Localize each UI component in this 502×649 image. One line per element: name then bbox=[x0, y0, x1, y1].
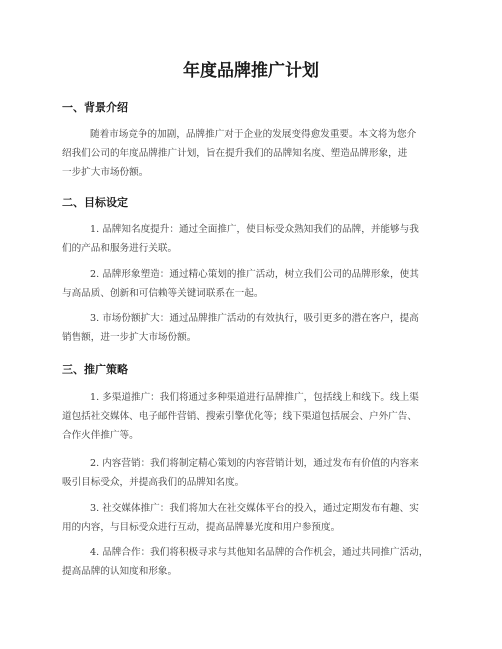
paragraph bbox=[62, 309, 419, 347]
paragraph bbox=[62, 125, 416, 182]
paragraph-line: 3. 市场份额扩大：通过品牌推广活动的有效执行，吸引更多的潜在客户，提高 bbox=[90, 313, 419, 324]
section-heading-background: 一、背景介绍 bbox=[62, 101, 128, 114]
section-heading-goals: 二、目标设定 bbox=[62, 196, 128, 209]
paragraph-line: 随着市场竞争的加剧，品牌推广对于企业的发展变得愈发重要。本文将为您介 bbox=[90, 129, 417, 140]
paragraph bbox=[62, 454, 419, 492]
paragraph-line: 1. 多渠道推广：我们将通过多种渠道进行品牌推广，包括线上和线下。线上渠 bbox=[90, 392, 419, 403]
paragraph-line: 3. 社交媒体推广：我们将加大在社交媒体平台的投入，通过定期发布有趣、实 bbox=[90, 503, 419, 514]
paragraph bbox=[62, 499, 419, 537]
paragraph-line: 2. 品牌形象塑造：通过精心策划的推广活动，树立我们公司的品牌形象，使其 bbox=[90, 269, 419, 280]
paragraph-line: 用的内容，与目标受众进行互动，提高品牌暴光度和用户参预度。 bbox=[62, 522, 341, 533]
section-heading-strategy: 三、推广策略 bbox=[62, 363, 128, 376]
paragraph-line: 绍我们公司的年度品牌推广计划，旨在提升我们的品牌知名度、塑造品牌形象，进 bbox=[62, 148, 408, 159]
paragraph-line: 与高品质、创新和可信赖等关键词联系在一起。 bbox=[62, 288, 264, 299]
document-title: 年度品牌推广计划 bbox=[183, 61, 319, 81]
paragraph-line: 2. 内容营销：我们将制定精心策划的内容营销计划，通过发布有价值的内容来 bbox=[90, 458, 419, 469]
paragraph-line: 4. 品牌合作：我们将积极寻求与其他知名品牌的合作机会，通过共同推广活动， bbox=[90, 547, 429, 558]
paragraph-line: 们的产品和服务进行关联。 bbox=[62, 243, 178, 254]
paragraph-line: 提高品牌的认知度和形象。 bbox=[62, 566, 178, 577]
paragraph-line: 一步扩大市场份额。 bbox=[62, 167, 149, 178]
paragraph-line: 道包括社交媒体、电子邮件营销、搜索引擎优化等；线下渠道包括展会、户外广告、 bbox=[62, 411, 417, 422]
paragraph-line: 销售额，进一步扩大市场份额。 bbox=[62, 332, 197, 343]
paragraph bbox=[62, 543, 428, 581]
paragraph bbox=[62, 265, 419, 303]
paragraph-line: 1. 品牌知名度提升：通过全面推广，使目标受众熟知我们的品牌，并能够与我 bbox=[90, 224, 419, 235]
paragraph-line: 吸引目标受众，并提高我们的品牌知名度。 bbox=[62, 477, 245, 488]
paragraph bbox=[62, 220, 419, 258]
paragraph-line: 合作火伴推广等。 bbox=[62, 430, 139, 441]
paragraph bbox=[62, 388, 419, 445]
